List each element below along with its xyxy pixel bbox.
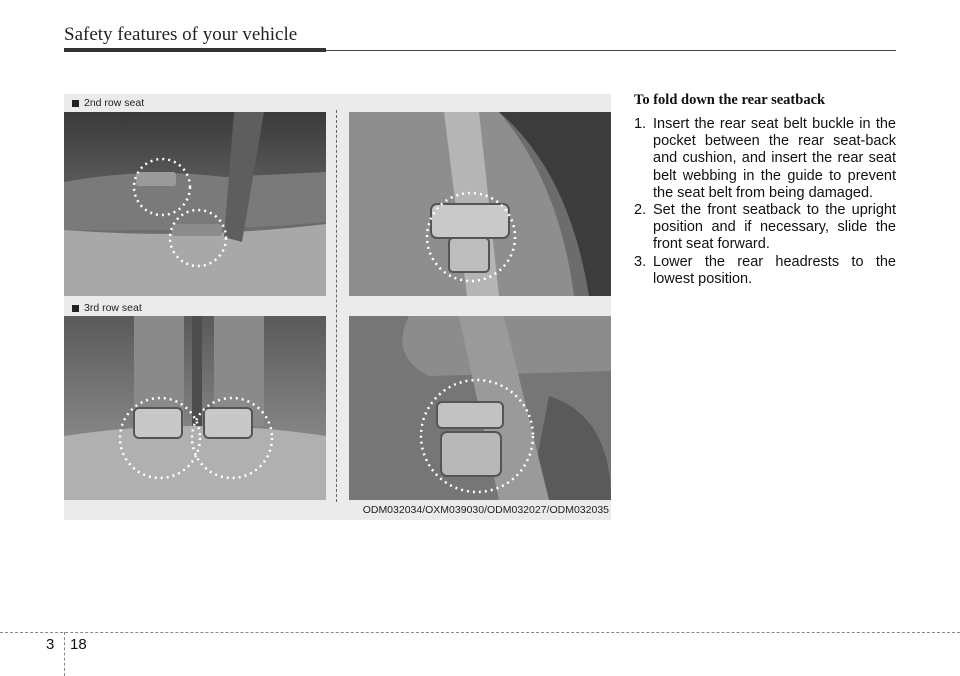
figure-code: ODM032034/OXM039030/ODM032027/ODM032035: [362, 504, 609, 516]
footer-divider: [64, 632, 65, 676]
step-number: 3.: [634, 253, 647, 270]
step-number: 2.: [634, 202, 647, 219]
step-number: 1.: [634, 116, 647, 132]
header-rule-thin: [326, 50, 896, 51]
step-text: Set the front seatback to the upright position and if necessary, slide the front seat forward.: [653, 202, 896, 253]
step-text: Insert the rear seat belt buckle in the pocket between the rear seat-back and cushion, and insert the rear seat belt webbing in the guide to prevent the seat belt from being damaged.: [653, 116, 896, 201]
header-rule-thick: [64, 48, 326, 52]
instructions-column: [634, 92, 896, 288]
page-header-title: Safety features of your vehicle: [64, 24, 298, 45]
list-item: [634, 202, 896, 254]
photo-3rd-row-buckle: [349, 316, 611, 500]
label-2nd-row-text: 2nd row seat: [84, 97, 145, 109]
page-number: 18: [70, 636, 87, 653]
label-3rd-row-text: 3rd row seat: [84, 302, 142, 314]
list-item: [634, 254, 896, 288]
section-number: 3: [46, 636, 55, 653]
label-2nd-row: [72, 97, 144, 109]
photo-2nd-row-seat-cushion: [64, 112, 326, 296]
figure-panel: [64, 94, 611, 520]
section-title: To fold down the rear seatback: [634, 92, 826, 108]
step-text: Lower the rear headrests to the lowest position.: [653, 253, 896, 287]
list-item: [634, 116, 896, 202]
photo-2nd-row-buckle: [349, 112, 611, 296]
photo-3rd-row-seat: [64, 316, 326, 500]
square-bullet-icon: [72, 100, 79, 107]
square-bullet-icon: [72, 305, 79, 312]
label-3rd-row: [72, 302, 142, 314]
steps-list: [634, 116, 896, 288]
footer-rule: [0, 632, 960, 633]
figure-divider: [336, 110, 337, 502]
